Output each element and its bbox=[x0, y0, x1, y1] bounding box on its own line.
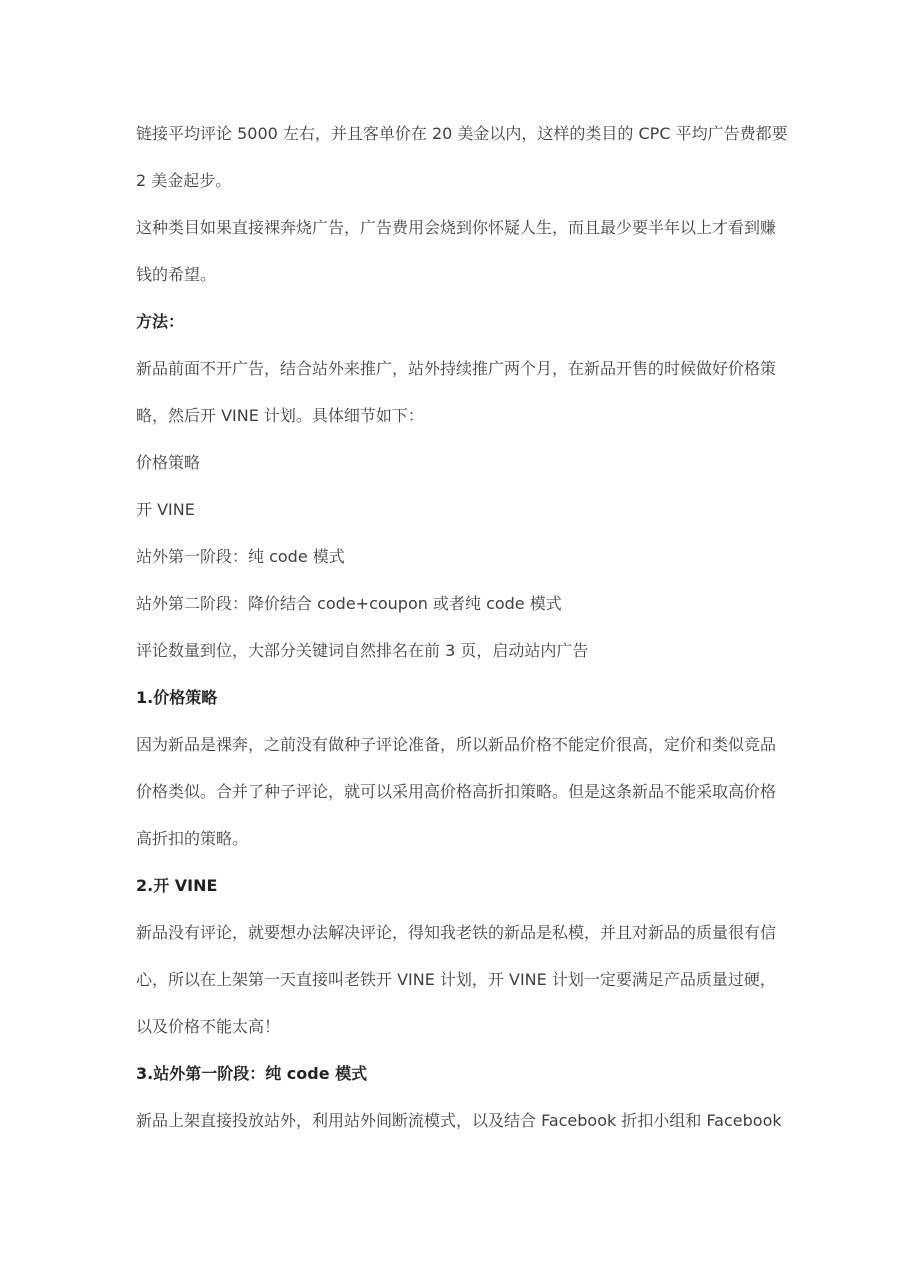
paragraph-line: 高折扣的策略。 bbox=[136, 829, 249, 848]
paragraph-line: 钱的希望。 bbox=[136, 265, 217, 284]
paragraph-line: 这种类目如果直接裸奔烧广告，广告费用会烧到你怀疑人生，而且最少要半年以上才看到赚 bbox=[136, 218, 777, 237]
list-item: 站外第二阶段：降价结合 code+coupon 或者纯 code 模式 bbox=[136, 594, 562, 613]
list-item: 站外第一阶段：纯 code 模式 bbox=[136, 547, 345, 566]
list-item: 开 VINE bbox=[136, 500, 195, 519]
paragraph-line: 新品前面不开广告，结合站外来推广，站外持续推广两个月，在新品开售的时候做好价格策 bbox=[136, 359, 777, 378]
section-heading-price-strategy: 1.价格策略 bbox=[136, 688, 218, 707]
paragraph-line: 以及价格不能太高！ bbox=[136, 1017, 281, 1036]
list-item: 评论数量到位，大部分关键词自然排名在前 3 页，启动站内广告 bbox=[136, 641, 589, 660]
paragraph-line: 心，所以在上架第一天直接叫老铁开 VINE 计划，开 VINE 计划一定要满足产品质量过硬， bbox=[136, 970, 776, 989]
paragraph-line: 新品上架直接投放站外，利用站外间断流模式，以及结合 Facebook 折扣小组和 Facebook bbox=[136, 1111, 782, 1130]
paragraph-line: 2 美金起步。 bbox=[136, 171, 232, 190]
paragraph-line: 略，然后开 VINE 计划。具体细节如下： bbox=[136, 406, 424, 425]
paragraph-line: 链接平均评论 5000 左右，并且客单价在 20 美金以内，这样的类目的 CPC 平均广告费都要 bbox=[136, 124, 788, 143]
section-heading-vine: 2.开 VINE bbox=[136, 876, 218, 895]
section-heading-offsite-phase-one: 3.站外第一阶段：纯 code 模式 bbox=[136, 1064, 368, 1083]
paragraph-line: 新品没有评论，就要想办法解决评论，得知我老铁的新品是私模，并且对新品的质量很有信 bbox=[136, 923, 777, 942]
paragraph-line: 因为新品是裸奔，之前没有做种子评论准备，所以新品价格不能定价很高，定价和类似竞品 bbox=[136, 735, 777, 754]
list-item: 价格策略 bbox=[136, 453, 201, 472]
paragraph-line: 价格类似。合并了种子评论，就可以采用高价格高折扣策略。但是这条新品不能采取高价格 bbox=[136, 782, 777, 801]
section-heading-method: 方法： bbox=[136, 312, 185, 331]
